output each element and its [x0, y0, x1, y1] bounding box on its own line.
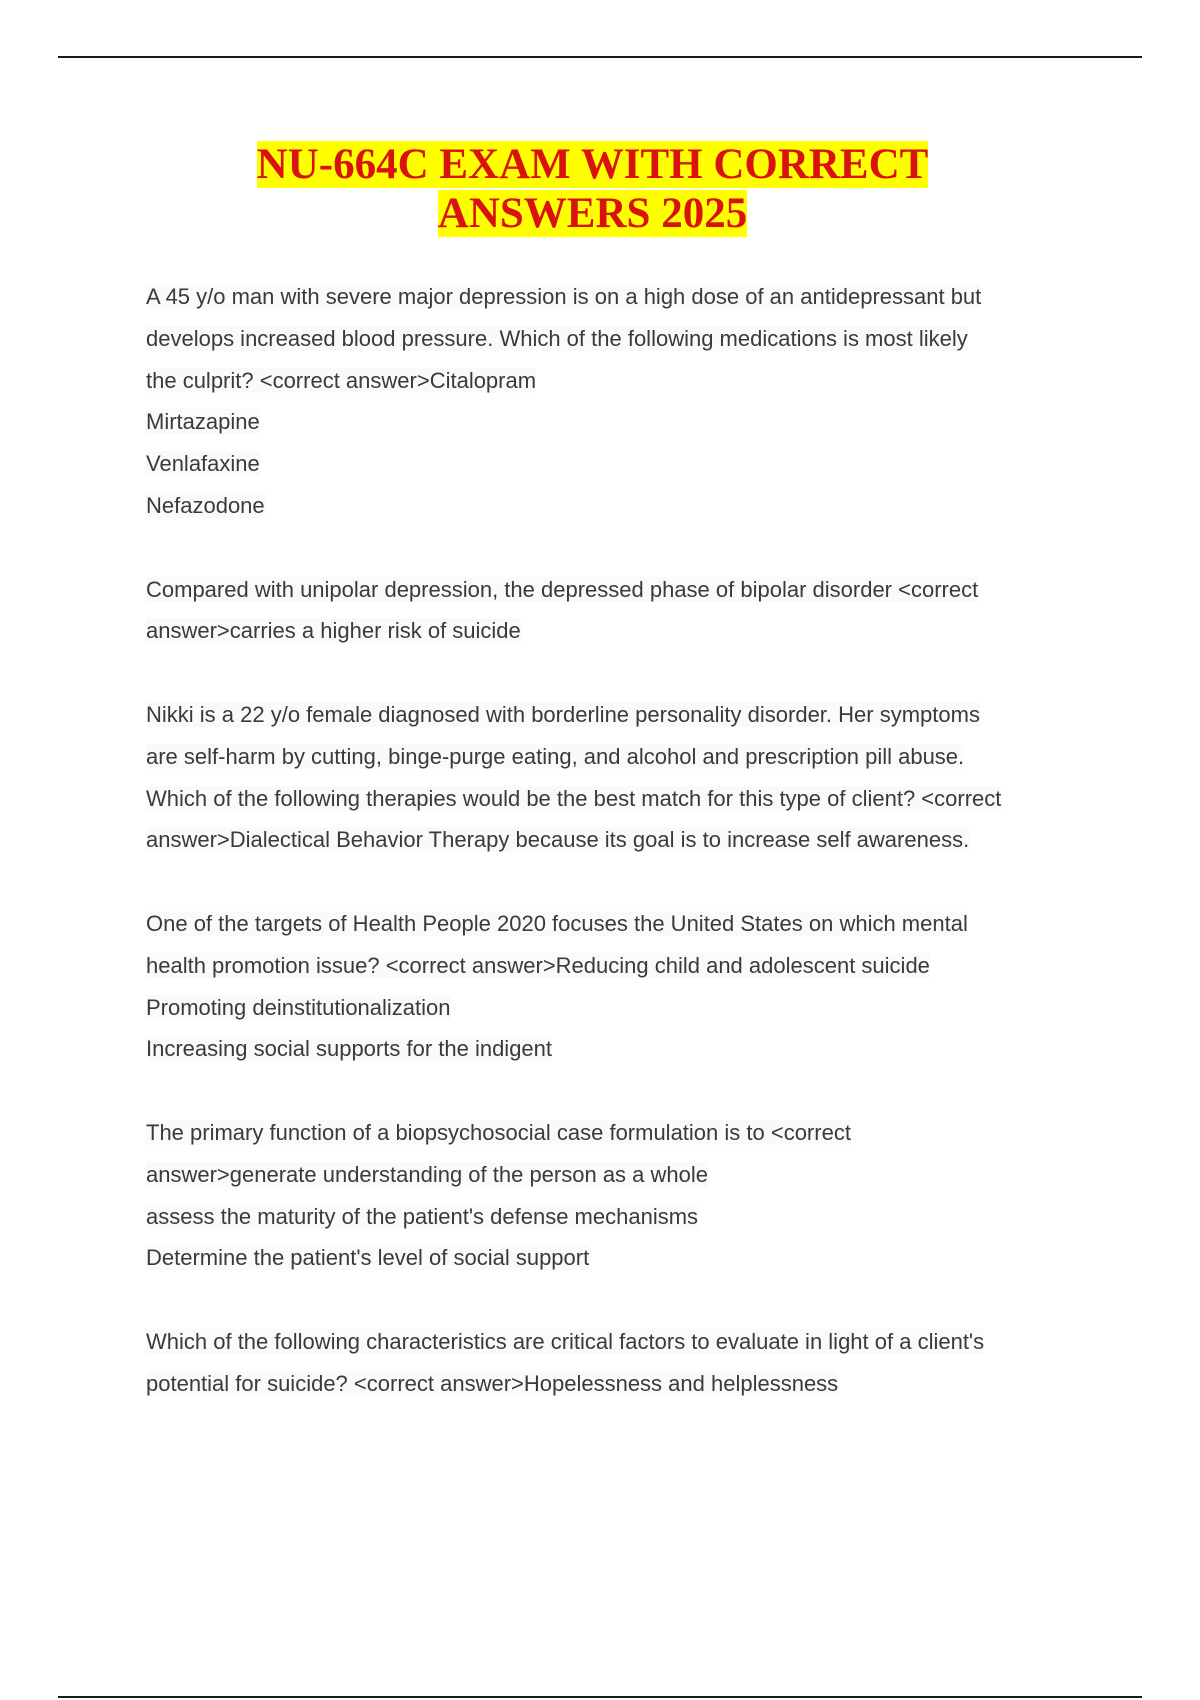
text-line: health promotion issue? <correct answer>Reducing child and adolescent suicide [146, 952, 930, 978]
text-line: Mirtazapine [146, 409, 260, 435]
text-line: Nefazodone [146, 492, 265, 518]
bottom-rule [58, 1696, 1142, 1698]
text-line: One of the targets of Health People 2020 focuses the United States on which mental [146, 910, 968, 936]
text-line: answer>Dialectical Behavior Therapy because its goal is to increase self awareness. [146, 827, 970, 853]
question-block-2 [146, 569, 1096, 653]
text-line: Venlafaxine [146, 451, 260, 477]
question-block-3 [146, 694, 1096, 861]
title-line-2: ANSWERS 2025 [437, 190, 748, 237]
title-line-1: NU-664C EXAM WITH CORRECT [256, 141, 929, 188]
question-block-4 [146, 903, 1096, 1070]
text-line: A 45 y/o man with severe major depression is on a high dose of an antidepressant but [146, 284, 982, 309]
text-line: answer>carries a higher risk of suicide [146, 618, 521, 644]
text-line: The primary function of a biopsychosocial case formulation is to <correct [146, 1119, 851, 1145]
text-line: the culprit? <correct answer>Citalopram [146, 367, 537, 393]
question-block-6 [146, 1321, 1096, 1405]
document-title [0, 140, 1185, 238]
text-line: assess the maturity of the patient's defense mechanisms [146, 1203, 699, 1229]
text-line: potential for suicide? <correct answer>Hopelessness and helplessness [146, 1370, 839, 1396]
document-body [146, 276, 1096, 1446]
text-line: Promoting deinstitutionalization [146, 994, 451, 1020]
text-line: are self-harm by cutting, binge-purge eating, and alcohol and prescription pill abuse. [146, 743, 965, 769]
text-line: answer>generate understanding of the person as a whole [146, 1161, 708, 1187]
text-line: develops increased blood pressure. Which of the following medications is most likely [146, 325, 968, 351]
text-line: Which of the following characteristics are critical factors to evaluate in light of a client's [146, 1328, 985, 1354]
question-block-1 [146, 276, 1096, 527]
text-line: Compared with unipolar depression, the depressed phase of bipolar disorder <correct [146, 576, 979, 602]
question-block-5 [146, 1112, 1096, 1279]
text-line: Increasing social supports for the indigent [146, 1036, 553, 1062]
text-line: Which of the following therapies would be the best match for this type of client? <correct [146, 785, 1002, 811]
text-line: Determine the patient's level of social support [146, 1245, 590, 1271]
top-rule [58, 56, 1142, 58]
text-line: Nikki is a 22 y/o female diagnosed with borderline personality disorder. Her symptoms [146, 701, 980, 727]
